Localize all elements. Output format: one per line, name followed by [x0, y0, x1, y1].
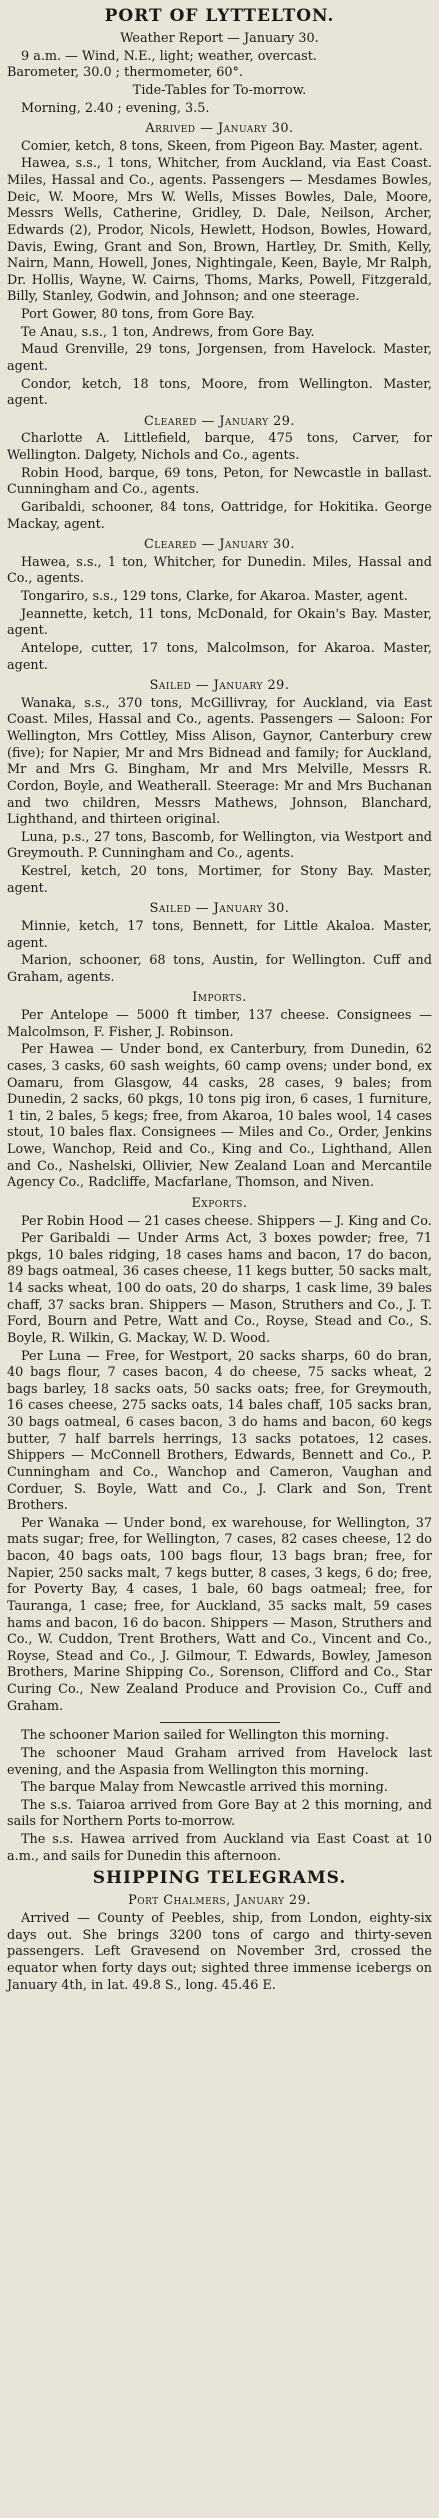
- shipping-note: The s.s. Hawea arrived from Auckland via East Coast at 10 a.m., and sails for Dunedin this afternoon.: [7, 1832, 432, 1864]
- cleared-entry: Hawea, s.s., 1 ton, Whitcher, for Dunedin. Miles, Hassal and Co., agents.: [7, 554, 432, 587]
- imports-heading: Imports.: [192, 990, 247, 1006]
- sailed-entry: Marion, schooner, 68 tons, Austin, for Wellington. Cuff and Graham, agents.: [7, 953, 432, 985]
- export-entry: Per Wanaka — Under bond, ex warehouse, for Wellington, 37 mats sugar; free, for Wellington, 7 cases, 82 cases cheese, 12 do bacon, 40 bags oats, 100 bags flour, 13 bags bran; free, for Napier, 250 sacks malt, 7 kegs butter, 8 cases, 3 kegs, 6 do; free, for Poverty Bay, 4 cases, 1 bale, 60 bags oatmeal; free, for Tauranga, 1 case; free, for Auckland, 35 sacks malt, 59 cases hams and bacon, 16 do bacon. Shippers — Mason, Struthers and Co., W. Cuddon, Trent Brothers, Watt and Co., Vincent and Co., Royse, Stead and Co., J. Gilmour, T. Edwards, Bowley, Jameson Brothers, Marine Shipping Co., Sorenson, Clifford and Co., Star Curing Co., New Zealand Produce and Provision Co., Cuff and Graham.: [7, 1515, 432, 1714]
- sailed-entry: Luna, p.s., 27 tons, Bascomb, for Wellington, via Westport and Greymouth. P. Cunningham and Co., agents.: [7, 829, 432, 862]
- cleared-heading: Cleared — January 29.: [143, 413, 295, 429]
- sailed-entry: Wanaka, s.s., 370 tons, McGillivray, for Auckland, via East Coast. Miles, Hassal and Co., agents. Passengers — Saloon: For Wellington, Mrs Cottley, Miss Alison, Gaynor, Canterbury crew (five); for Napier, Mr and Mrs Bidnead and family; for Auckland, Mr and Mrs G. Bingham, Mr and Mrs Melville, Messrs R. Cordon, Boyle, and Weatherall. Steerage: Mr and Mrs Buchanan and two children, Messrs Mathews, Johnson, Blanchard, Lighthand, and thirteen original.: [7, 695, 432, 828]
- telegrams-subheading: Port Chalmers, January 29.: [128, 1893, 311, 1909]
- weather-report-title: Weather Report — January 30.: [120, 31, 319, 47]
- imports-section: [7, 990, 432, 1192]
- cleared-entry: Jeannette, ketch, 11 tons, McDonald, for Okain's Bay. Master, agent.: [7, 606, 432, 639]
- cleared-entry: Antelope, cutter, 17 tons, Malcolmson, for Akaroa. Master, agent.: [7, 640, 432, 673]
- sailed-heading: Sailed — January 30.: [149, 901, 290, 917]
- export-entry: Per Garibaldi — Under Arms Act, 3 boxes powder; free, 71 pkgs, 10 bales ridging, 18 cases hams and bacon, 17 do bacon, 89 bags oatmeal, 36 cases cheese, 11 kegs butter, 50 sacks malt, 14 sacks wheat, 100 do oats, 20 do sharps, 1 cask lime, 39 bales chaff, 37 sacks bran. Shippers — Mason, Struthers and Co., J. T. Ford, Bourn and Petre, Watt and Co., Royse, Stead and Co., S. Boyle, R. Wilkin, G. Mackay, W. D. Wood.: [7, 1231, 432, 1346]
- shipping-note: The schooner Marion sailed for Wellington this morning.: [21, 1728, 390, 1744]
- section-divider: [160, 1722, 280, 1723]
- shipping-note: The barque Malay from Newcastle arrived this morning.: [21, 1780, 388, 1796]
- export-entry: Per Luna — Free, for Westport, 20 sacks sharps, 60 do bran, 40 bags flour, 7 cases bacon, 4 do cheese, 75 sacks wheat, 2 bags barley, 18 sacks oats, 50 sacks oats; free, for Greymouth, 16 cases cheese, 275 sacks oats, 14 bales chaff, 105 sacks bran, 30 bags oatmeal, 6 cases bacon, 3 do hams and bacon, 60 kegs butter, 7 half barrels herrings, 13 sacks potatoes, 12 cases. Shippers — McConnell Brothers, Edwards, Bennett and Co., P. Cunningham and Co., Wanchop and Cameron, Vaughan and Corduer, S. Boyle, Watt and Co., J. Clark and Son, Trent Brothers.: [7, 1348, 432, 1514]
- cleared-heading: Cleared — January 30.: [143, 537, 295, 553]
- telegram-text: Arrived — County of Peebles, ship, from London, eighty-six days out. She brings 3200 tons of cargo and thirty-seven passengers. Left Gravesend on November 3rd, crossed the equator when forty days out; sighted three immense icebergs on January 4th, in lat. 49.8 S., long. 45.46 E.: [7, 1911, 432, 1993]
- weather-observation: 9 a.m. — Wind, N.E., light; weather, overcast.: [21, 48, 317, 64]
- cleared-entry: Robin Hood, barque, 69 tons, Peton, for Newcastle in ballast. Cunningham and Co., agents.: [7, 465, 432, 498]
- shipping-note: The schooner Maud Graham arrived from Havelock last evening, and the Aspasia from Wellington this morning.: [7, 1745, 432, 1778]
- cleared-entry: Charlotte A. Littlefield, barque, 475 tons, Carver, for Wellington. Dalgety, Nichols and Co., agents.: [7, 431, 432, 464]
- arrived-heading: Arrived — January 30.: [145, 121, 294, 137]
- sailed-entry: Minnie, ketch, 17 tons, Bennett, for Little Akaloa. Master, agent.: [7, 918, 432, 951]
- export-entry: Per Robin Hood — 21 cases cheese. Shippers — J. King and Co.: [21, 1213, 432, 1229]
- tide-times: Morning, 2.40 ; evening, 3.5.: [21, 100, 210, 116]
- sailed-january-29: [7, 678, 432, 897]
- sailed-heading: Sailed — January 29.: [149, 678, 290, 694]
- cleared-entry: Garibaldi, schooner, 84 tons, Oattridge, for Hokitika. George Mackay, agent.: [7, 499, 432, 532]
- arrived-january-30: [7, 121, 432, 410]
- sailed-january-30: [7, 901, 432, 986]
- shipping-notes: [7, 1728, 432, 1865]
- cleared-january-30: [7, 537, 432, 674]
- import-entry: Per Antelope — 5000 ft timber, 137 cheese. Consignees — Malcolmson, F. Fisher, J. Robinson.: [7, 1008, 432, 1040]
- import-entry: Per Hawea — Under bond, ex Canterbury, from Dunedin, 62 cases, 3 casks, 60 sash weights, 60 camp ovens; under bond, ex Oamaru, from Glasgow, 44 casks, 28 cases, 9 bales; from Dunedin, 2 sacks, 60 pkgs, 10 tons pig iron, 6 cases, 1 furniture, 1 tin, 2 bales, 5 kegs; free, from Akaroa, 10 bales wool, 14 cases stout, 10 bales flax. Consignees — Miles and Co., Order, Jenkins Lowe, Wanchop, Reid and Co., King and Co., Lighthand, Allen and Co., Nashelski, Ollivier, New Zealand Loan and Mercantile Agency Co., Radcliffe, Macfarlane, Thomson, and Niven.: [7, 1042, 432, 1191]
- sailed-entry: Kestrel, ketch, 20 tons, Mortimer, for Stony Bay. Master, agent.: [7, 864, 432, 896]
- telegrams-heading: SHIPPING TELEGRAMS.: [92, 1868, 347, 1889]
- arrival-entry: Maud Grenville, 29 tons, Jorgensen, from Havelock. Master, agent.: [7, 342, 432, 374]
- exports-section: [7, 1196, 432, 1715]
- weather-report: [7, 31, 432, 117]
- arrival-entry: Port Gower, 80 tons, from Gore Bay.: [21, 307, 255, 323]
- cleared-january-29: [7, 414, 432, 533]
- cleared-entry: Tongariro, s.s., 129 tons, Clarke, for Akaroa. Master, agent.: [21, 589, 408, 605]
- shipping-note: The s.s. Taiaroa arrived from Gore Bay at 2 this morning, and sails for Northern Ports to-morrow.: [7, 1797, 432, 1830]
- arrival-entry: Te Anau, s.s., 1 ton, Andrews, from Gore Bay.: [21, 324, 315, 340]
- arrival-entry: Comier, ketch, 8 tons, Skeen, from Pigeon Bay. Master, agent.: [21, 138, 423, 154]
- arrival-entry: Hawea, s.s., 1 tons, Whitcher, from Auckland, via East Coast. Miles, Hassal and Co., agents. Passengers — Mesdames Bowles, Deic, W. Moore, Mrs W. Wells, Misses Bowles, Dale, Moore, Messrs Wells, Catherine, Gridley, D. Dale, Neilson, Archer, Edwards (2), Prodor, Nicols, Hewlett, Hodson, Bowles, Howard, Davis, Ewing, Grant and Son, Brown, Hartley, Dr. Smith, Kelly, Nairn, Mann, Howell, Jones, Nightingale, Keen, Bayle, Mr Ralph, Dr. Hollis, Wayne, W. Cairns, Thoms, Marks, Powell, Fitzgerald, Billy, Stanley, Godwin, and Johnson; and one steerage.: [7, 156, 432, 305]
- port-heading: PORT OF LYTTELTON.: [104, 6, 335, 26]
- barometer-reading: Barometer, 30.0 ; thermometer, 60°.: [7, 65, 243, 81]
- tide-tables-title: Tide-Tables for To-morrow.: [132, 82, 307, 98]
- exports-heading: Exports.: [191, 1195, 248, 1211]
- arrival-entry: Condor, ketch, 18 tons, Moore, from Wellington. Master, agent.: [7, 376, 432, 409]
